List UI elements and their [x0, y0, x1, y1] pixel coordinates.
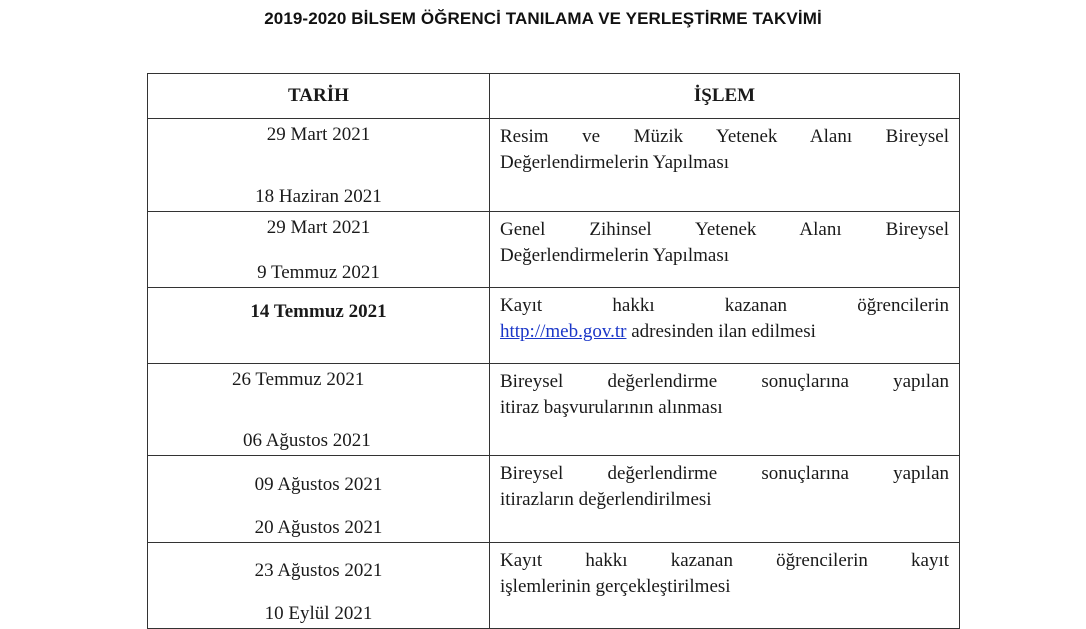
end-date: 9 Temmuz 2021	[257, 262, 380, 283]
action-line-1: Kayıt hakkı kazanan öğrencilerin kayıt	[500, 550, 949, 571]
action-line-2: işlemlerinin gerçekleştirilmesi	[500, 576, 731, 597]
action-line-2	[500, 319, 949, 345]
calendar-table	[147, 73, 960, 629]
action-cell	[490, 456, 960, 543]
end-date: 20 Ağustos 2021	[254, 517, 383, 538]
page-title: 2019-2020 BİLSEM ÖĞRENCİ TANILAMA VE YERLEŞTİRME TAKVİMİ	[264, 9, 822, 28]
date-cell	[148, 119, 490, 212]
header-row	[148, 74, 960, 119]
action-cell	[490, 212, 960, 288]
end-date: 10 Eylül 2021	[264, 603, 373, 624]
action-line-1: Genel Zihinsel Yetenek Alanı Bireysel	[500, 219, 949, 240]
table-row	[148, 212, 960, 288]
action-line-2-suffix: adresinden ilan edilmesi	[626, 321, 816, 342]
date-cell	[148, 364, 490, 456]
start-date: 23 Ağustos 2021	[254, 560, 383, 581]
action-line-2: Değerlendirmelerin Yapılması	[500, 152, 730, 173]
header-action: İŞLEM	[490, 74, 960, 119]
start-date: 29 Mart 2021	[266, 217, 371, 238]
single-date: 14 Temmuz 2021	[250, 301, 387, 322]
date-cell	[148, 543, 490, 629]
table-row	[148, 119, 960, 212]
action-line-2: itirazların değerlendirilmesi	[500, 489, 712, 510]
action-line-2: Değerlendirmelerin Yapılması	[500, 245, 730, 266]
action-cell	[490, 288, 960, 364]
end-date: 06 Ağustos 2021	[243, 430, 371, 451]
start-date: 09 Ağustos 2021	[254, 474, 383, 495]
date-cell	[148, 288, 490, 364]
start-date: 29 Mart 2021	[266, 124, 371, 145]
table-row	[148, 364, 960, 456]
header-date: TARİH	[148, 74, 490, 119]
date-cell	[148, 456, 490, 543]
action-line-1: Bireysel değerlendirme sonuçlarına yapılan	[500, 463, 949, 484]
action-line-1: Resim ve Müzik Yetenek Alanı Bireysel	[500, 126, 949, 147]
action-cell	[490, 543, 960, 629]
action-line-1: Bireysel değerlendirme sonuçlarına yapılan	[500, 371, 949, 392]
action-line-1: Kayıt hakkı kazanan öğrencilerin	[500, 295, 949, 316]
meb-link[interactable]: http://meb.gov.tr	[500, 321, 627, 342]
start-date: 26 Temmuz 2021	[232, 369, 365, 390]
table-row	[148, 288, 960, 364]
action-cell	[490, 364, 960, 456]
action-line-2: itiraz başvurularının alınması	[500, 397, 723, 418]
date-cell	[148, 212, 490, 288]
end-date: 18 Haziran 2021	[255, 186, 382, 207]
table-row	[148, 543, 960, 629]
action-cell	[490, 119, 960, 212]
table-row	[148, 456, 960, 543]
